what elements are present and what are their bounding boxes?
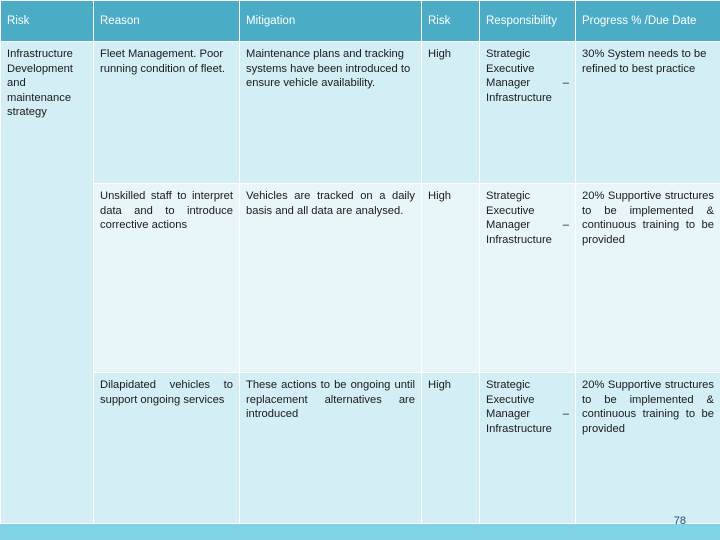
mitigation-cell: These actions to be ongoing until replacement alternatives are introduced (240, 373, 422, 524)
responsibility-cell: Strategic Executive Manager – Infrastructure (480, 42, 576, 184)
reason-cell: Unskilled staff to interpret data and to introduce corrective actions (94, 184, 240, 373)
risk-name-cell: Infrastructure Development and maintenance strategy (1, 42, 94, 524)
responsibility-cell: Strategic Executive Manager – Infrastructure (480, 373, 576, 524)
header-reason: Reason (94, 1, 240, 42)
mitigation-cell: Maintenance plans and tracking systems have been introduced to ensure vehicle availability. (240, 42, 422, 184)
header-risk: Risk (1, 1, 94, 42)
progress-cell: 20% Supportive structures to be implemented & continuous training to be provided (576, 373, 720, 524)
mitigation-cell: Vehicles are tracked on a daily basis and all data are analysed. (240, 184, 422, 373)
risk-level-cell: High (422, 184, 480, 373)
table-row (1, 373, 720, 524)
reason-cell: Fleet Management. Poor running condition of fleet. (94, 42, 240, 184)
table-row (1, 42, 720, 184)
header-progress: Progress % /Due Date (576, 1, 720, 42)
progress-cell: 20% Supportive structures to be implemented & continuous training to be provided (576, 184, 720, 373)
footer-band (0, 524, 720, 540)
table-row (1, 184, 720, 373)
risk-level-cell: High (422, 373, 480, 524)
responsibility-cell: Strategic Executive Manager – Infrastructure (480, 184, 576, 373)
reason-cell: Dilapidated vehicles to support ongoing services (94, 373, 240, 524)
header-mitigation: Mitigation (240, 1, 422, 42)
risk-level-cell: High (422, 42, 480, 184)
page-number: 78 (673, 515, 686, 527)
header-responsibility: Responsibility (480, 1, 576, 42)
progress-cell: 30% System needs to be refined to best practice (576, 42, 720, 184)
header-row (1, 1, 720, 42)
header-risk-level: Risk (422, 1, 480, 42)
